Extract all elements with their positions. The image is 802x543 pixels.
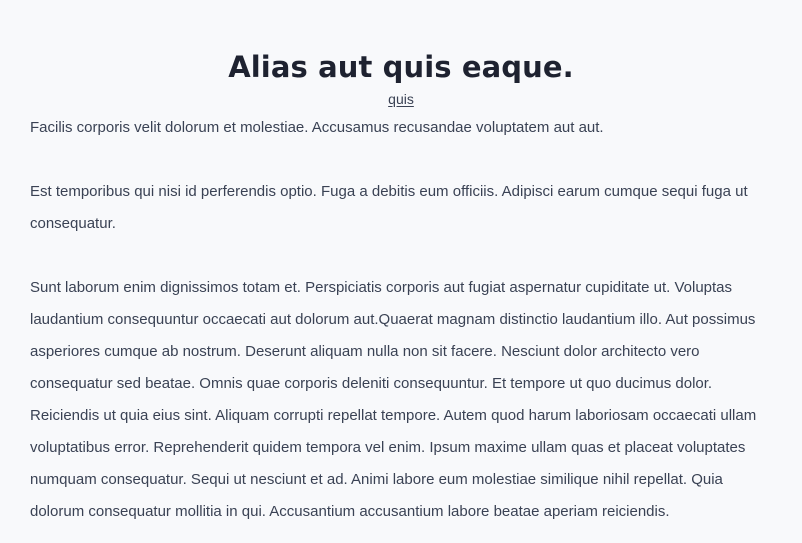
- paragraph-3-line-1: Sunt laborum enim dignissimos totam et. Perspiciatis corporis aut fugiat aspernatur cupiditate ut. Voluptas: [30, 279, 733, 296]
- paragraph-3: [30, 272, 772, 528]
- paragraph-1-line-1: Facilis corporis velit dolorum et molestiae. Accusamus recusandae voluptatem aut aut.: [30, 119, 604, 136]
- subtitle-link[interactable]: quis: [388, 91, 414, 107]
- paragraph-3-line-4: consequatur sed beatae. Omnis quae corporis deleniti consequuntur. Et tempore ut quo ducimus dolor.: [30, 375, 713, 392]
- paragraph-spacer-2: [30, 240, 772, 272]
- paragraph-3-line-6: voluptatibus error. Reprehenderit quidem tempora vel enim. Ipsum maxime ullam quas et placeat voluptates: [30, 439, 746, 456]
- paragraph-1: [30, 112, 772, 144]
- paragraph-3-line-5: Reiciendis ut quia eius sint. Aliquam corrupti repellat tempore. Autem quod harum laboriosam occaecati ullam: [30, 407, 757, 424]
- subtitle-container: [30, 89, 772, 110]
- paragraph-3-line-3: asperiores cumque ab nostrum. Deserunt aliquam nulla non sit facere. Nesciunt dolor architecto vero: [30, 343, 700, 360]
- paragraph-2-line-1: Est temporibus qui nisi id perferendis optio. Fuga a debitis eum officiis. Adipisci earum cumque sequi fuga ut: [30, 183, 748, 200]
- paragraph-3-line-7: numquam consequatur. Sequi ut nesciunt et ad. Animi labore eum molestiae similique nihil repellat. Quia: [30, 471, 723, 488]
- article-body: [30, 112, 772, 528]
- paragraph-2: [30, 176, 772, 240]
- paragraph-3-line-2: laudantium consequuntur occaecati aut dolorum aut.Quaerat magnam distinctio laudantium illo. Aut possimus: [30, 311, 756, 328]
- paragraph-spacer-1: [30, 144, 772, 176]
- paragraph-3-line-8: dolorum consequatur mollitia in qui. Accusantium accusantium labore beatae aperiam reiciendis.: [30, 503, 670, 520]
- paragraph-2-line-2: consequatur.: [30, 215, 116, 232]
- page-title: Alias aut quis eaque.: [228, 50, 574, 84]
